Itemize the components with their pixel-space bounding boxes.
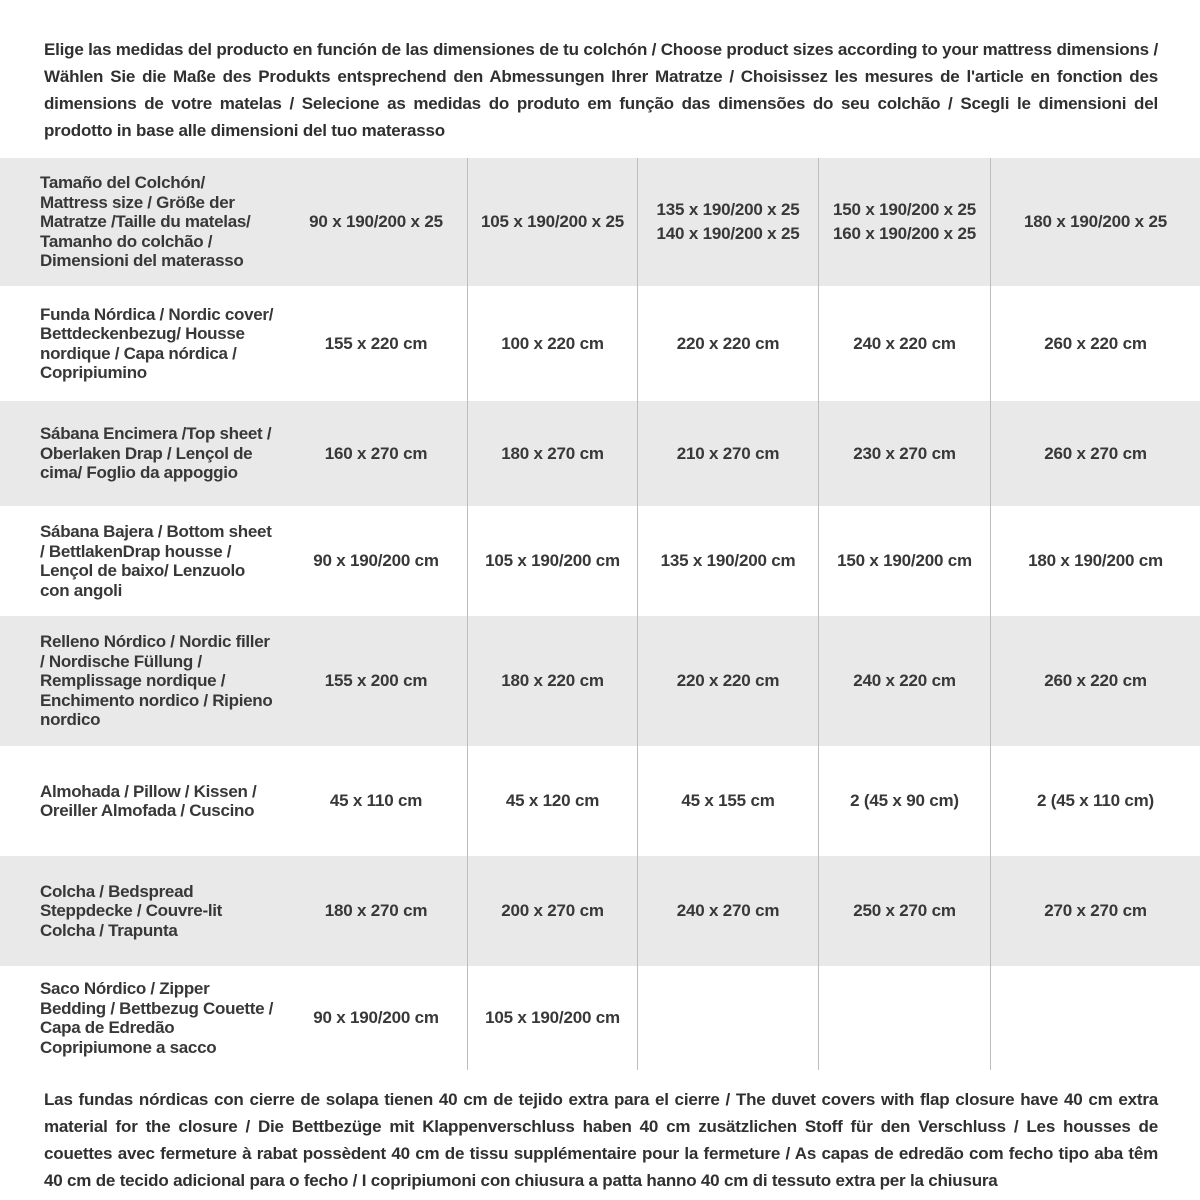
size-cell: 100 x 220 cm xyxy=(467,286,637,401)
size-cell: 150 x 190/200 cm xyxy=(818,506,990,616)
size-cell: 220 x 220 cm xyxy=(637,616,818,746)
size-cell: 260 x 270 cm xyxy=(990,401,1200,506)
row-label: Relleno Nórdico / Nordic filler / Nordische Füllung / Remplissage nordique / Enchimento nordico / Ripieno nordico xyxy=(40,632,273,730)
size-line: 140 x 190/200 x 25 xyxy=(656,224,800,243)
size-cell: 240 x 220 cm xyxy=(818,616,990,746)
size-line: 105 x 190/200 x 25 xyxy=(481,212,624,231)
size-cell: 45 x 120 cm xyxy=(467,746,637,856)
size-cell: 155 x 200 cm xyxy=(324,671,428,690)
size-cell: 230 x 270 cm xyxy=(818,401,990,506)
size-cell: 240 x 220 cm xyxy=(818,286,990,401)
size-cell: 2 (45 x 110 cm) xyxy=(990,746,1200,856)
size-cell: 220 x 220 cm xyxy=(637,286,818,401)
size-line: 150 x 190/200 x 25 xyxy=(833,200,976,219)
size-cell: 135 x 190/200 cm xyxy=(637,506,818,616)
size-cell: 90 x 190/200 cm xyxy=(313,551,439,570)
size-table xyxy=(0,158,1200,1070)
row-label: Sábana Encimera /Top sheet / Oberlaken Drap / Lençol de cima/ Foglio da appoggio xyxy=(40,424,272,483)
header-size-col-1 xyxy=(285,158,467,286)
size-cell: 260 x 220 cm xyxy=(990,286,1200,401)
size-line: 135 x 190/200 x 25 xyxy=(656,200,800,219)
table-header-row xyxy=(0,158,1200,286)
header-row-label: Tamaño del Colchón/ Mattress size / Größe der Matratze /Taille du matelas/ Tamanho do colchão / Dimensioni del materasso xyxy=(40,173,251,271)
size-cell: 155 x 220 cm xyxy=(324,333,428,353)
header-size-col-4 xyxy=(818,158,990,286)
size-cell: 200 x 270 cm xyxy=(467,856,637,966)
size-cell: 90 x 190/200 cm xyxy=(313,1008,439,1027)
size-cell: 240 x 270 cm xyxy=(637,856,818,966)
size-cell: 270 x 270 cm xyxy=(990,856,1200,966)
size-line: 90 x 190/200 x 25 xyxy=(309,212,443,231)
size-cell: 250 x 270 cm xyxy=(818,856,990,966)
table-row-bedspread xyxy=(0,856,1200,966)
size-cell xyxy=(990,966,1200,1070)
table-row-nordic-filler xyxy=(0,616,1200,746)
table-row-top-sheet xyxy=(0,401,1200,506)
row-label: Sábana Bajera / Bottom sheet / BettlakenDrap housse / Lençol de baixo/ Lenzuolo con angoli xyxy=(40,522,272,600)
row-label: Saco Nórdico / Zipper Bedding / Bettbezug Couette / Capa de Edredão Copripiumone a sacco xyxy=(40,979,274,1057)
size-cell: 2 (45 x 90 cm) xyxy=(818,746,990,856)
size-cell: 45 x 110 cm xyxy=(329,791,423,810)
header-size-col-2 xyxy=(467,158,637,286)
size-cell: 180 x 190/200 cm xyxy=(990,506,1200,616)
table-row-zipper-bedding xyxy=(0,966,1200,1070)
row-label: Almohada / Pillow / Kissen / Oreiller Almofada / Cuscino xyxy=(40,781,257,820)
table-row-nordic-cover xyxy=(0,286,1200,401)
size-cell: 105 x 190/200 cm xyxy=(467,966,637,1070)
size-cell: 105 x 190/200 cm xyxy=(467,506,637,616)
header-size-col-5 xyxy=(990,158,1200,286)
size-cell: 180 x 270 cm xyxy=(324,901,428,920)
size-cell xyxy=(818,966,990,1070)
size-cell: 180 x 220 cm xyxy=(467,616,637,746)
size-line: 160 x 190/200 x 25 xyxy=(833,224,976,243)
size-cell: 160 x 270 cm xyxy=(324,443,428,463)
size-cell: 180 x 270 cm xyxy=(467,401,637,506)
row-label: Funda Nórdica / Nordic cover/ Bettdeckenbezug/ Housse nordique / Capa nórdica / Copripiumino xyxy=(40,304,274,382)
size-cell: 260 x 220 cm xyxy=(990,616,1200,746)
size-cell: 210 x 270 cm xyxy=(637,401,818,506)
header-size-col-3 xyxy=(637,158,818,286)
size-cell: 45 x 155 cm xyxy=(637,746,818,856)
row-label: Colcha / Bedspread Steppdecke / Couvre-lit Colcha / Trapunta xyxy=(40,881,223,940)
size-cell xyxy=(637,966,818,1070)
footnote-text: Las fundas nórdicas con cierre de solapa tienen 40 cm de tejido extra para el cierre / The duvet covers with flap closure have 40 cm extra material for the closure / Die Bettbezüge mit Klappenverschluss haben 40 cm zusätzlichen Stoff für den Verschluss / Les housses de couettes avec fermeture à rabat possèdent 40 cm de tissu supplémentaire pour la fermeture / As capas de edredão com fecho tipo aba têm 40 cm de tecido adicional para o fecho / I copripiumoni con chiusura a patta hanno 40 cm di tessuto extra per la chiusura xyxy=(44,1090,1158,1190)
table-row-pillow xyxy=(0,746,1200,856)
intro-text: Elige las medidas del producto en función de las dimensiones de tu colchón / Choose product sizes according to your mattress dimensions / Wählen Sie die Maße des Produkts entsprechend den Abmessungen Ihrer Matratze / Choisissez les mesures de l'article en fonction des dimensions de votre matelas / Selecione as medidas do produto em função das dimensões do seu colchão / Scegli le dimensioni del prodotto in base alle dimensioni del tuo materasso xyxy=(44,40,1158,140)
table-row-bottom-sheet xyxy=(0,506,1200,616)
size-line: 180 x 190/200 x 25 xyxy=(1024,212,1167,231)
